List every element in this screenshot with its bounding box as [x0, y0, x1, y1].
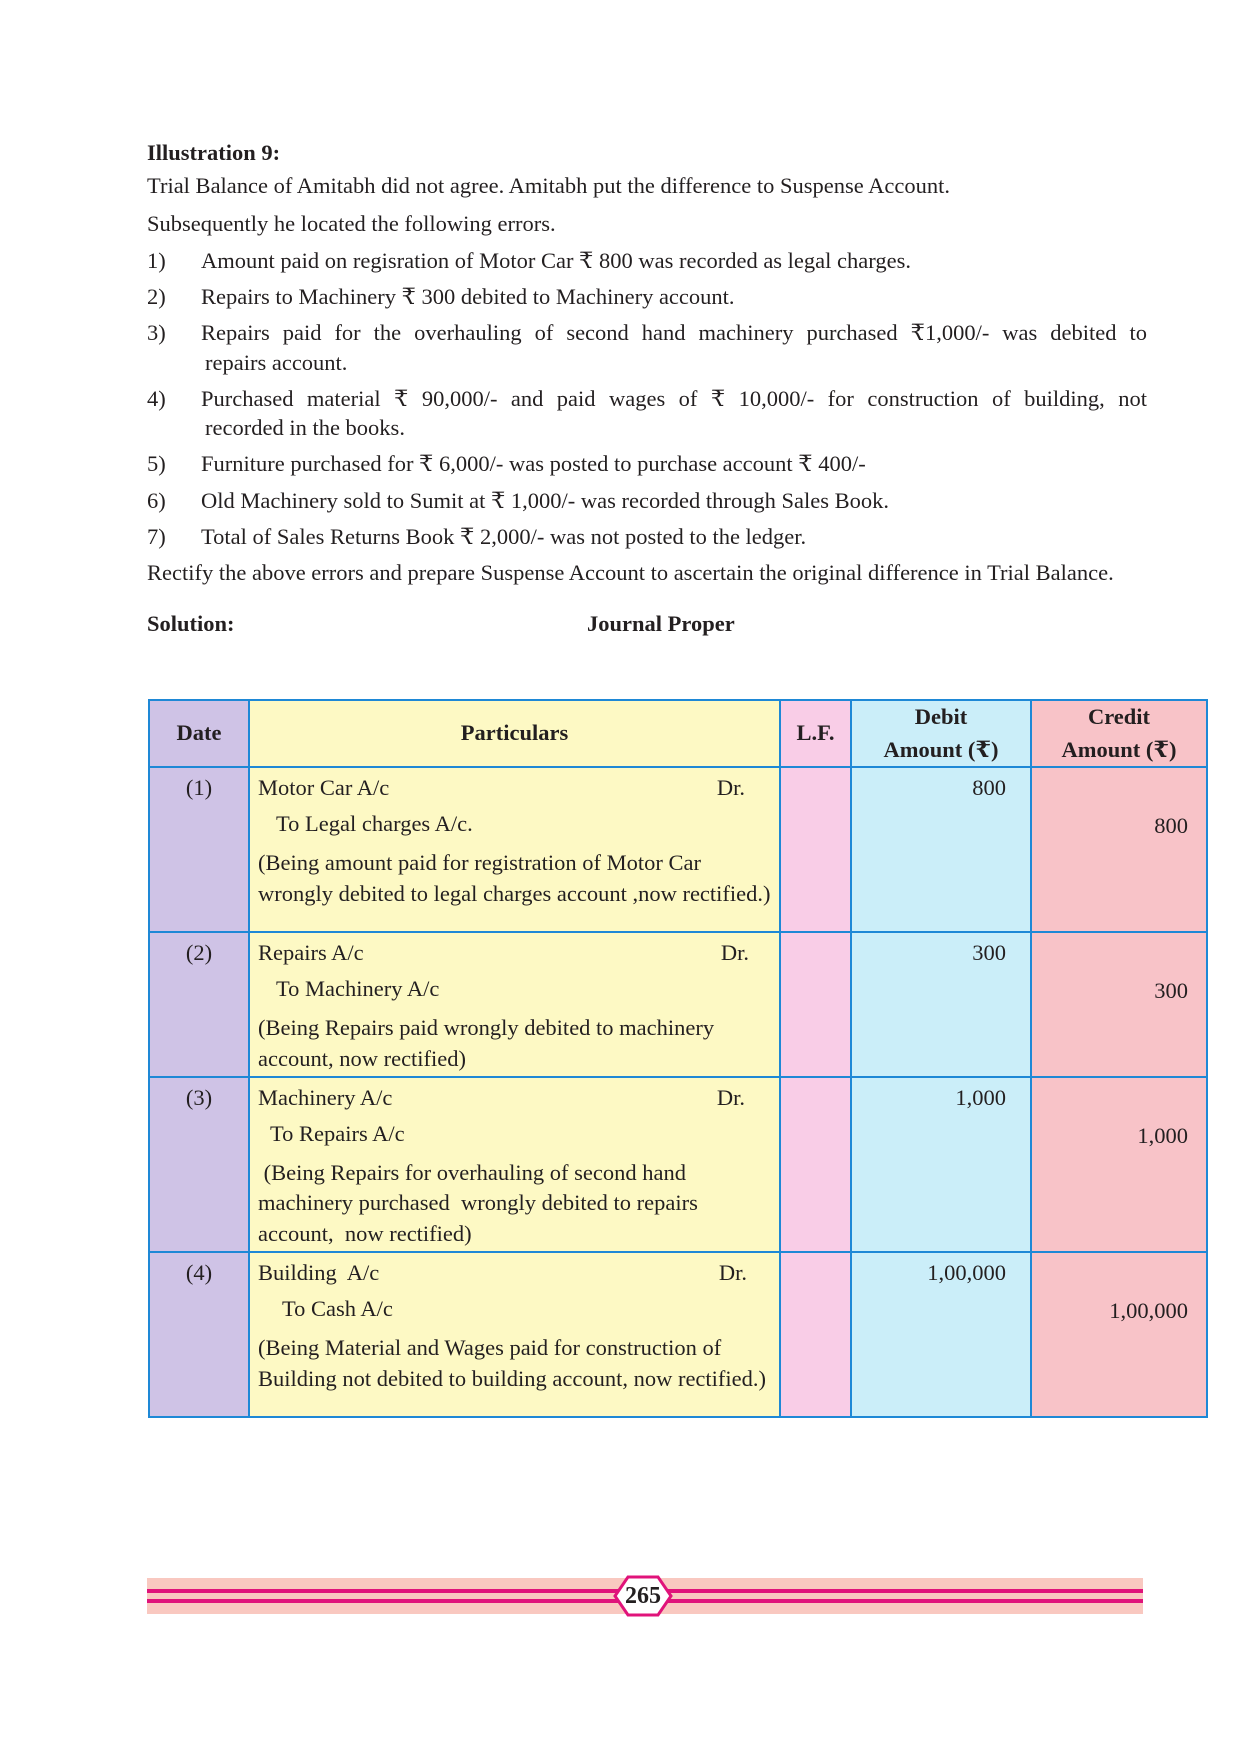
journal-entry-row: [149, 1077, 1207, 1252]
document-body: [147, 138, 1147, 641]
entry-debit: 1,000: [851, 1077, 1031, 1252]
entry-date: (3): [149, 1077, 249, 1252]
entry-date: (4): [149, 1252, 249, 1417]
error-text: [201, 384, 1147, 443]
header-credit-line1: Credit: [1087, 704, 1151, 729]
error-text-continuation: repairs account.: [205, 349, 348, 375]
header-debit-line2: Amount (₹): [883, 736, 999, 762]
credit-account: To Repairs A/c: [270, 1121, 405, 1146]
error-text: [201, 246, 1147, 275]
dr-marker: Dr.: [716, 1085, 745, 1110]
error-text-line: Repairs paid for the overhauling of second hand machinery purchased ₹1,000/- was debited to: [201, 320, 1147, 346]
error-number: 3): [147, 320, 166, 346]
journal-entry-row: [149, 767, 1207, 932]
entry-debit: 800: [851, 767, 1031, 932]
entry-lf: [780, 1252, 851, 1417]
credit-account: To Machinery A/c: [276, 976, 440, 1002]
entry-credit-value: 300: [1154, 978, 1188, 1004]
journal-entry-row: [149, 932, 1207, 1077]
error-text: [201, 449, 1147, 478]
error-text: [201, 486, 1147, 515]
dr-marker: Dr.: [720, 940, 749, 966]
entry-debit: 1,00,000: [851, 1252, 1031, 1417]
entry-lf: [780, 932, 851, 1077]
error-text-line: Old Machinery sold to Sumit at ₹ 1,000/- was recorded through Sales Book.: [201, 487, 889, 513]
error-item: [147, 246, 1147, 275]
credit-account: To Cash A/c: [282, 1296, 393, 1322]
solution-label: Solution:: [147, 611, 235, 637]
credit-account: To Legal charges A/c.: [276, 811, 473, 837]
header-particulars: Particulars: [249, 700, 780, 767]
journal-table: [148, 699, 1208, 1418]
error-item: [147, 318, 1147, 377]
header-debit-line1: Debit: [914, 704, 968, 729]
entry-credit-value: 1,00,000: [1109, 1298, 1188, 1324]
error-item: [147, 522, 1147, 551]
page-number: 265: [625, 1583, 661, 1609]
entry-date: (2): [149, 932, 249, 1077]
narration: (Being Repairs paid wrongly debited to machinery account, now rectified): [258, 1015, 715, 1071]
intro-line-2: Subsequently he located the following errors.: [147, 210, 556, 236]
error-text: [201, 282, 1147, 311]
error-text-line: Amount paid on regisration of Motor Car ₹ 800 was recorded as legal charges.: [201, 247, 911, 273]
entry-particulars: [249, 767, 780, 932]
journal-header-row: [149, 700, 1207, 767]
error-item: [147, 449, 1147, 478]
error-text: [201, 522, 1147, 551]
entry-lf: [780, 1077, 851, 1252]
error-number: 4): [147, 385, 166, 411]
header-credit-line2: Amount (₹): [1061, 736, 1177, 762]
journal-entry-row: [149, 1252, 1207, 1417]
entry-date: (1): [149, 767, 249, 932]
error-text-line: Furniture purchased for ₹ 6,000/- was posted to purchase account ₹ 400/-: [201, 451, 866, 477]
error-text-line: Total of Sales Returns Book ₹ 2,000/- was not posted to the ledger.: [201, 523, 807, 549]
narration: (Being amount paid for registration of Motor Car wrongly debited to legal charges account ,now rectified.): [258, 850, 771, 906]
error-text: [201, 318, 1147, 377]
journal-title: Journal Proper: [587, 611, 735, 637]
error-number: 1): [147, 247, 166, 273]
entry-credit: [1031, 1077, 1207, 1252]
dr-marker: Dr.: [718, 1260, 747, 1286]
error-item: [147, 384, 1147, 443]
errors-list: [147, 246, 1147, 551]
header-lf: L.F.: [780, 700, 851, 767]
error-number: 2): [147, 284, 166, 309]
entry-particulars: [249, 1077, 780, 1252]
error-number: 5): [147, 451, 166, 477]
error-number: 7): [147, 523, 166, 549]
error-item: [147, 486, 1147, 515]
page-footer: [147, 1578, 1143, 1614]
debit-account: Building A/c: [258, 1260, 380, 1286]
narration: (Being Material and Wages paid for construction of Building not debited to building account, now rectified.): [258, 1335, 767, 1391]
error-item: [147, 282, 1147, 311]
narration: (Being Repairs for overhauling of second hand machinery purchased wrongly debited to repairs account, now rectified): [258, 1160, 704, 1246]
header-debit: [851, 700, 1031, 767]
error-text-continuation: recorded in the books.: [205, 415, 405, 440]
entry-particulars: [249, 932, 780, 1077]
error-number: 6): [147, 487, 166, 513]
dr-marker: Dr.: [716, 775, 745, 801]
error-text-line: Purchased material ₹ 90,000/- and paid wages of ₹ 10,000/- for construction of building, not: [201, 385, 1147, 411]
intro-line-1: Trial Balance of Amitabh did not agree. Amitabh put the difference to Suspense Account.: [147, 173, 950, 199]
entry-credit-value: 1,000: [1137, 1123, 1188, 1148]
entry-debit: 300: [851, 932, 1031, 1077]
entry-particulars: [249, 1252, 780, 1417]
debit-account: Machinery A/c: [258, 1085, 393, 1110]
task-instruction: Rectify the above errors and prepare Suspense Account to ascertain the original difference in Trial Balance.: [147, 560, 1114, 585]
error-text-line: Repairs to Machinery ₹ 300 debited to Machinery account.: [201, 284, 735, 309]
debit-account: Motor Car A/c: [258, 775, 390, 801]
debit-account: Repairs A/c: [258, 940, 364, 966]
solution-row: [147, 609, 1147, 641]
header-credit: [1031, 700, 1207, 767]
entry-credit: [1031, 932, 1207, 1077]
entry-credit: [1031, 767, 1207, 932]
header-date: Date: [149, 700, 249, 767]
entry-lf: [780, 767, 851, 932]
entry-credit: [1031, 1252, 1207, 1417]
illustration-heading: Illustration 9:: [147, 140, 281, 165]
entry-credit-value: 800: [1154, 813, 1188, 839]
